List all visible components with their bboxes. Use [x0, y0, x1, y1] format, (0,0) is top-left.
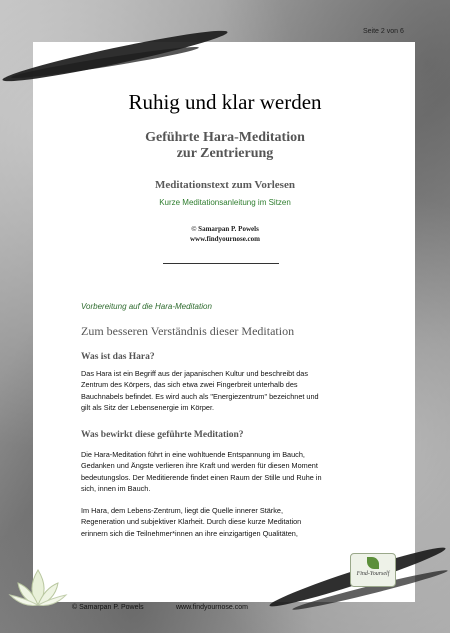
answer-paragraph-3	[81, 505, 373, 539]
paragraph-line: Die Hara-Meditation führt in eine wohltuende Entspannung im Bauch,	[81, 450, 305, 459]
leaf-icon	[367, 557, 379, 569]
copyright-url[interactable]: www.findyournose.com	[189, 235, 260, 243]
subtitle-line-2: zur Zentrierung	[176, 146, 274, 161]
subtitle	[0, 130, 450, 162]
paragraph-line: gilt als Sitz der Lebensenergie im Körper.	[81, 403, 215, 413]
question-heading-2: Was bewirkt diese geführte Meditation?	[81, 430, 244, 440]
page-number: Seite 2 von 6	[363, 28, 404, 35]
paragraph-line: sich, innen im Bauch.	[81, 484, 151, 494]
footer-url[interactable]: www.findyournose.com	[176, 604, 248, 611]
answer-paragraph-1	[81, 368, 373, 414]
divider-line	[163, 263, 279, 264]
answer-paragraph-2	[81, 449, 373, 495]
paragraph-line: Bauchnabels befindet. Es wird auch als "Energiezentrum" bezeichnet und	[81, 391, 319, 401]
paragraph-line: erinnern sich die Teilnehmer*innen an ihre einzigartigen Qualitäten,	[81, 528, 298, 538]
paragraph-line: Gedanken und Ängste verlieren ihre Kraft und werden für diesen Moment	[81, 461, 318, 471]
footer-copyright: © Samarpan P. Powels	[72, 604, 144, 611]
meditation-text-label: Meditationstext zum Vorlesen	[155, 179, 295, 191]
question-heading-1: Was ist das Hara?	[81, 352, 155, 362]
logo-text: Find-Yourself	[356, 571, 390, 577]
brand-logo	[350, 553, 396, 587]
lotus-icon	[8, 565, 68, 610]
copyright-author: © Samarpan P. Powels	[191, 225, 259, 233]
copyright-block	[0, 224, 450, 244]
page-title: Ruhig und klar werden	[128, 90, 322, 114]
paragraph-line: Zentrum des Körpers, das sich etwa zwei Fingerbreit unterhalb des	[81, 380, 298, 390]
paragraph-line: Regeneration und subjektiver Klarheit. Durch diese kurze Meditation	[81, 517, 302, 527]
section-heading: Zum besseren Verständnis dieser Meditation	[81, 324, 295, 338]
short-guide-label: Kurze Meditationsanleitung im Sitzen	[159, 198, 291, 207]
paragraph-line: bedeutungslos. Der Meditierende findet einen Raum der Stille und Ruhe in	[81, 472, 322, 482]
subtitle-line-1: Geführte Hara-Meditation	[145, 130, 305, 145]
preparation-note: Vorbereitung auf die Hara-Meditation	[81, 302, 212, 311]
paragraph-line: Im Hara, dem Lebens-Zentrum, liegt die Quelle innerer Stärke,	[81, 506, 283, 515]
paragraph-line: Das Hara ist ein Begriff aus der japanischen Kultur und beschreibt das	[81, 369, 309, 378]
